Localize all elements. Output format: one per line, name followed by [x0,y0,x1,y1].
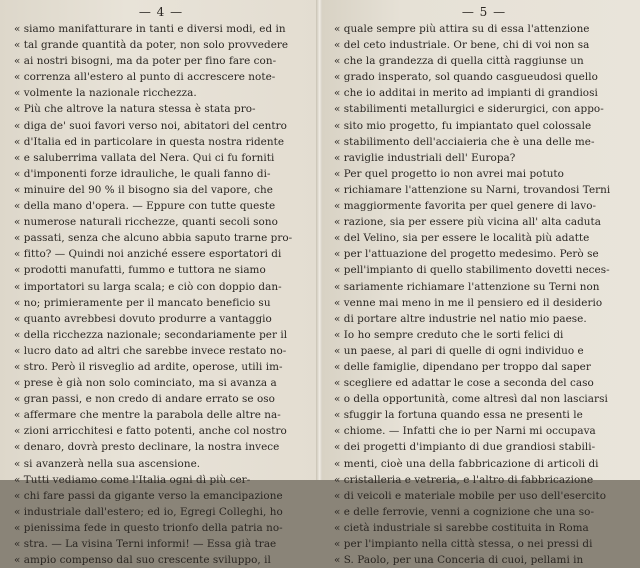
text-line: « numerose naturali ricchezze, quanti secoli sono [14,216,278,229]
text-line: « industriale dall'estero; ed io, Egregi Colleghi, ho [14,505,283,518]
text-line: « prese è già non solo cominciato, ma si avanza a [14,377,277,390]
text-line: « grado insperato, sol quando casgueudosi quello [334,71,598,84]
text-line: « cietà industriale si sarebbe costituita in Roma [334,521,589,534]
text-line: « tal grande quantità da poter, non solo provvedere [14,39,289,52]
text-line: « stabilimento dell'acciaieria che è una delle me- [334,135,595,148]
text-line: « sariamente richiamare l'attenzione su Terni non [334,280,600,293]
text-line: « quale sempre più attira su di essa l'attenzione [334,23,590,35]
text-line: « di veicoli e materiale mobile per uso dell'esercito [334,489,607,502]
page-number-left: — 4 — [138,5,184,19]
text-line: « pienissima fede in questo trionfo della patria no- [14,521,283,534]
text-line: « delle famiglie, dipendano per troppo dal saper [334,360,591,373]
text-line: « ampio compenso dal suo crescente sviluppo, il [14,554,271,567]
text-line: « correnza all'estero al punto di accrescere note- [14,71,276,84]
left-page-text [14,21,308,568]
text-line: « della ricchezza nazionale; secondariamente per il [14,328,288,341]
text-line: « affermare che mentre la parabola delle altre na- [14,409,281,422]
text-line: « si avanzerà nella sua ascensione. [14,457,201,470]
text-line: « volmente la nazionale ricchezza. [14,87,197,100]
text-line: « Più che altrove la natura stessa è stata pro- [14,103,256,116]
text-line: « maggiormente favorita per quel genere di lavo- [334,200,597,213]
text-line: « dei progetti d'impianto di due grandiosi stabili- [334,441,596,454]
text-line: « fitto? — Quindi noi anziché essere esportatori di [14,248,282,261]
text-line: « d'Italia ed in particolare in questa nostra ridente [14,135,285,148]
text-line: « d'imponenti forze idrauliche, le quali fanno di- [14,167,271,180]
page-number-right: — 5 — [461,5,507,19]
text-line: « richiamare l'attenzione su Narni, trovandosi Terni [334,183,611,196]
left-page [0,0,318,567]
text-line: « del Velino, sia per essere le località più adatte [334,232,590,245]
text-line: « che io additai in merito ad impianti di grandiosi [334,87,598,100]
text-line: « lucro dato ad altri che sarebbe invece restato no- [14,344,287,357]
text-line: « prodotti manufatti, fummo e tuttora ne siamo [14,264,266,277]
text-line: « minuire del 90 % il bisogno sia del vapore, che [14,183,273,196]
text-line: « ai nostri bisogni, ma da poter per fino fare con- [14,55,277,68]
text-line: « razione, sia per essere più vicina all' alta caduta [334,216,601,229]
text-line: « importatori su larga scala; e ciò con doppio dan- [14,280,282,293]
text-line: « scegliere ed adattar le cose a seconda del caso [334,377,594,390]
text-line: « cristalleria e vetreria, e l'altro di fabbricazione [334,473,594,486]
text-line: « di portare altre industrie nel natio mio paese. [334,312,587,325]
text-line: « che la grandezza di quella città raggiunse un [334,55,584,68]
text-line: « quanto avrebbesi dovuto produrre a vantaggio [14,312,272,325]
text-line: « Per quel progetto io non avrei mai potuto [334,167,564,180]
text-line: « sfuggir la fortuna quando essa ne presenti le [334,409,583,422]
text-line: « per l'attuazione del progetto medesimo. Però se [334,248,599,261]
text-line: « siamo manifatturare in tanti e diversi modi, ed in [14,23,286,35]
text-line: « un paese, al pari di quelle di ogni individuo e [334,344,584,357]
text-line: « S. Paolo, per una Conceria di cuoi, pellami in [334,554,584,567]
right-page-text [334,21,634,568]
text-line: « Io ho sempre creduto che le sorti felici di [334,328,564,341]
text-line: « denaro, dovrà presto declinare, la nostra invece [14,441,280,454]
text-line: « per l'impianto nella città stessa, o nei pressi di [334,538,593,550]
text-line: « del ceto industriale. Or bene, chi di voi non sa [334,39,590,52]
text-line: « o della opportunità, come altresì dal non lasciarsi [334,393,608,406]
text-line: « stra. — La visina Terni informi! — Essa già trae [14,538,277,550]
text-line: « stro. Però il risveglio ad ardite, operose, utili im- [14,360,283,373]
text-line: « venne mai meno in me il pensiero ed il desiderio [334,296,603,309]
text-line: « zioni arricchitesi e fatto potenti, anche col nostro [14,425,287,438]
text-line: « menti, cioè una della fabbricazione di articoli di [334,457,599,470]
text-line: « e saluberrima vallata del Nera. Qui ci fu forniti [14,151,275,164]
text-line: « stabilimenti metallurgici e siderurgici, con appo- [334,103,604,116]
text-line: « pell'impianto di quello stabilimento dovetti neces- [334,264,610,277]
text-line: « diga de' suoi favori verso noi, abitatori del centro [14,119,287,132]
text-line: « passati, senza che alcuno abbia saputo trarne pro- [14,232,293,245]
text-line: « chiome. — Infatti che io per Narni mi occupava [334,425,596,438]
text-line: « della mano d'opera. — Eppure con tutte queste [14,200,276,213]
text-line: « chi fare passi da gigante verso la emancipazione [14,489,283,502]
text-line: « raviglie industriali dell' Europa? [334,151,516,164]
right-page [322,0,640,567]
text-line: « no; primieramente per il mancato beneficio su [14,296,271,309]
text-line: « e delle ferrovie, venni a cognizione che una so- [334,505,595,518]
text-line: « gran passi, e non credo di andare errato se oso [14,393,275,406]
text-line: « Tutti vediamo come l'Italia ogni dì più cer- [14,473,251,486]
text-line: « sito mio progetto, fu impiantato quel colossale [334,119,592,132]
